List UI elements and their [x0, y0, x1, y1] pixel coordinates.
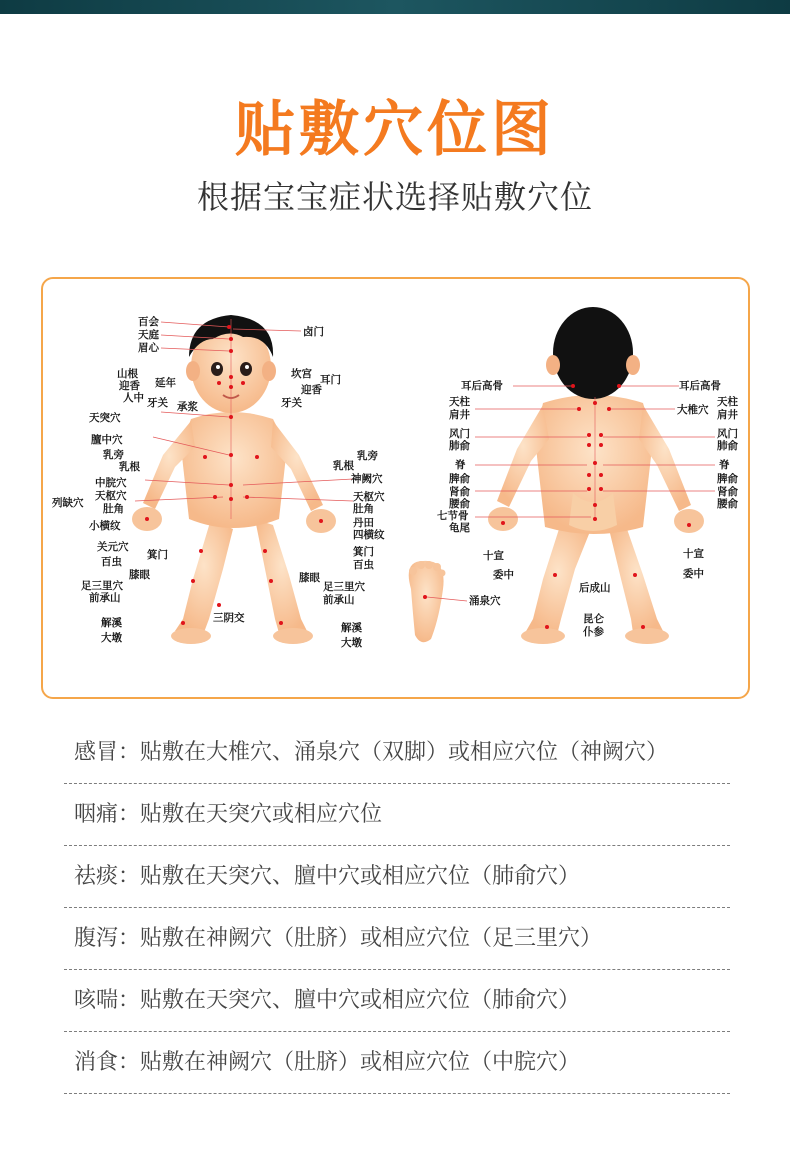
label-xiaohengwen: 小横纹	[89, 520, 121, 532]
remedy-item-diarrhea	[64, 908, 730, 970]
page-subtitle: 根据宝宝症状选择贴敷穴位	[196, 178, 593, 216]
acupoint-illustration	[43, 279, 750, 699]
label-dazhui: 大椎穴	[677, 404, 709, 416]
remedy-text: 腹泻：贴敷在神阙穴（肚脐）或相应穴位（足三里穴）	[74, 926, 603, 951]
label-xiyan-left: 膝眼	[129, 569, 150, 581]
label-dantian: 丹田	[353, 517, 374, 529]
label-pishu-left: 脾俞	[449, 473, 470, 485]
remedy-item-phlegm	[64, 846, 730, 908]
top-banner-bar	[0, 0, 790, 14]
label-yingxiang-right: 迎香	[301, 384, 322, 396]
label-jianjing-right: 肩井	[717, 409, 738, 421]
label-zusanli-right: 足三里穴	[323, 581, 365, 593]
label-yaguan-right: 牙关	[281, 397, 302, 409]
label-yannian: 延年	[155, 377, 176, 389]
label-tianzhu-right: 天柱	[717, 396, 738, 408]
label-jiexi-left: 解溪	[101, 617, 122, 629]
label-guiwei: 龟尾	[449, 522, 470, 534]
label-danzhong: 膻中穴	[91, 434, 123, 446]
label-dadun-left: 大墩	[101, 632, 122, 644]
label-guanyuan: 关元穴	[97, 541, 129, 553]
label-dadun-right: 大墩	[341, 637, 362, 649]
label-rupang-left: 乳旁	[103, 449, 124, 461]
label-feishu-right: 肺俞	[717, 440, 738, 452]
label-feishu-left: 肺俞	[449, 440, 470, 452]
label-yingxiang-left: 迎香	[119, 380, 140, 392]
remedy-text: 咳喘：贴敷在天突穴、膻中穴或相应穴位（肺俞穴）	[74, 988, 581, 1013]
label-pishu-right: 脾俞	[717, 473, 738, 485]
label-yaoshu-right: 腰俞	[717, 498, 738, 510]
label-meixin: 眉心	[138, 342, 159, 354]
label-weizhong-left: 委中	[493, 569, 514, 581]
label-weizhong-right: 委中	[683, 568, 704, 580]
label-pucan: 仆参	[583, 626, 604, 638]
label-jimen-right: 箕门	[353, 546, 374, 558]
label-jianjing-left: 肩井	[449, 409, 470, 421]
front-body-figure	[132, 315, 336, 644]
label-shenque: 神阙穴	[351, 473, 383, 485]
label-qijiegu: 七节骨	[437, 510, 469, 522]
label-yaguan-left: 牙关	[147, 397, 168, 409]
label-xinmen: 卤门	[303, 326, 324, 338]
label-ji-left: 脊	[455, 459, 466, 471]
label-dujiao-right: 肚角	[353, 503, 374, 515]
label-sanyinjiao: 三阴交	[213, 612, 245, 624]
label-rugen-left: 乳根	[119, 461, 140, 473]
label-chengjiang: 承浆	[177, 401, 198, 413]
label-baihui: 百会	[138, 316, 159, 328]
label-shangen: 山根	[117, 368, 138, 380]
label-kunlun: 昆仑	[583, 613, 604, 625]
label-tianshu-right: 天枢穴	[353, 491, 385, 503]
label-jiexi-right: 解溪	[341, 622, 362, 634]
label-zusanli-left: 足三里穴	[81, 580, 123, 592]
remedy-text: 祛痰：贴敷在天突穴、膻中穴或相应穴位（肺俞穴）	[74, 864, 581, 889]
label-ermen: 耳门	[320, 374, 341, 386]
label-dujiao-left: 肚角	[103, 503, 124, 515]
label-yongquan: 涌泉穴	[469, 595, 501, 607]
remedy-text: 消食：贴敷在神阙穴（肚脐）或相应穴位（中脘穴）	[74, 1050, 581, 1075]
remedy-item-cold	[64, 722, 730, 784]
label-erhougaogu-left: 耳后高骨	[461, 380, 503, 392]
label-tianzhu-left: 天柱	[449, 396, 470, 408]
label-fengmen-left: 风门	[449, 428, 470, 440]
label-shixuan-right: 十宣	[683, 548, 704, 560]
label-fengmen-right: 风门	[717, 428, 738, 440]
label-rupang-right: 乳旁	[357, 450, 378, 462]
label-ji-right: 脊	[719, 459, 730, 471]
sole-figure	[409, 561, 501, 642]
label-baichong-left: 百虫	[101, 556, 122, 568]
label-tiantu: 天突穴	[89, 412, 121, 424]
remedy-item-sore-throat	[64, 784, 730, 846]
label-tianshu-left: 天枢穴	[95, 490, 127, 502]
label-tianting: 天庭	[138, 329, 159, 341]
acupoint-chart	[41, 277, 750, 699]
label-yaoshu-left: 腰俞	[449, 498, 470, 510]
label-kangong: 坎宫	[291, 368, 312, 380]
label-baichong-right: 百虫	[353, 559, 374, 571]
label-sihengwen: 四横纹	[353, 529, 385, 541]
label-rugen-right: 乳根	[333, 460, 354, 472]
label-shixuan-left: 十宣	[483, 550, 504, 562]
page-title: 贴敷穴位图	[235, 95, 555, 165]
label-houchengshan: 后成山	[579, 582, 611, 594]
remedy-text: 感冒：贴敷在大椎穴、涌泉穴（双脚）或相应穴位（神阙穴）	[74, 740, 669, 765]
label-shenshu-left: 肾俞	[449, 486, 470, 498]
label-qianchengshan-right: 前承山	[323, 594, 355, 606]
label-renzhong: 人中	[123, 392, 144, 404]
label-shenshu-right: 肾俞	[717, 486, 738, 498]
label-zhongwan: 中脘穴	[95, 477, 127, 489]
label-qianchengshan-left: 前承山	[89, 592, 121, 604]
remedy-item-digestion	[64, 1032, 730, 1094]
label-jimen-left: 箕门	[147, 549, 168, 561]
label-xiyan-right: 膝眼	[299, 572, 320, 584]
label-lieque: 列缺穴	[52, 497, 84, 509]
remedy-text: 咽痛：贴敷在天突穴或相应穴位	[74, 802, 383, 827]
label-erhougaogu-right: 耳后高骨	[679, 380, 721, 392]
remedy-item-cough	[64, 970, 730, 1032]
